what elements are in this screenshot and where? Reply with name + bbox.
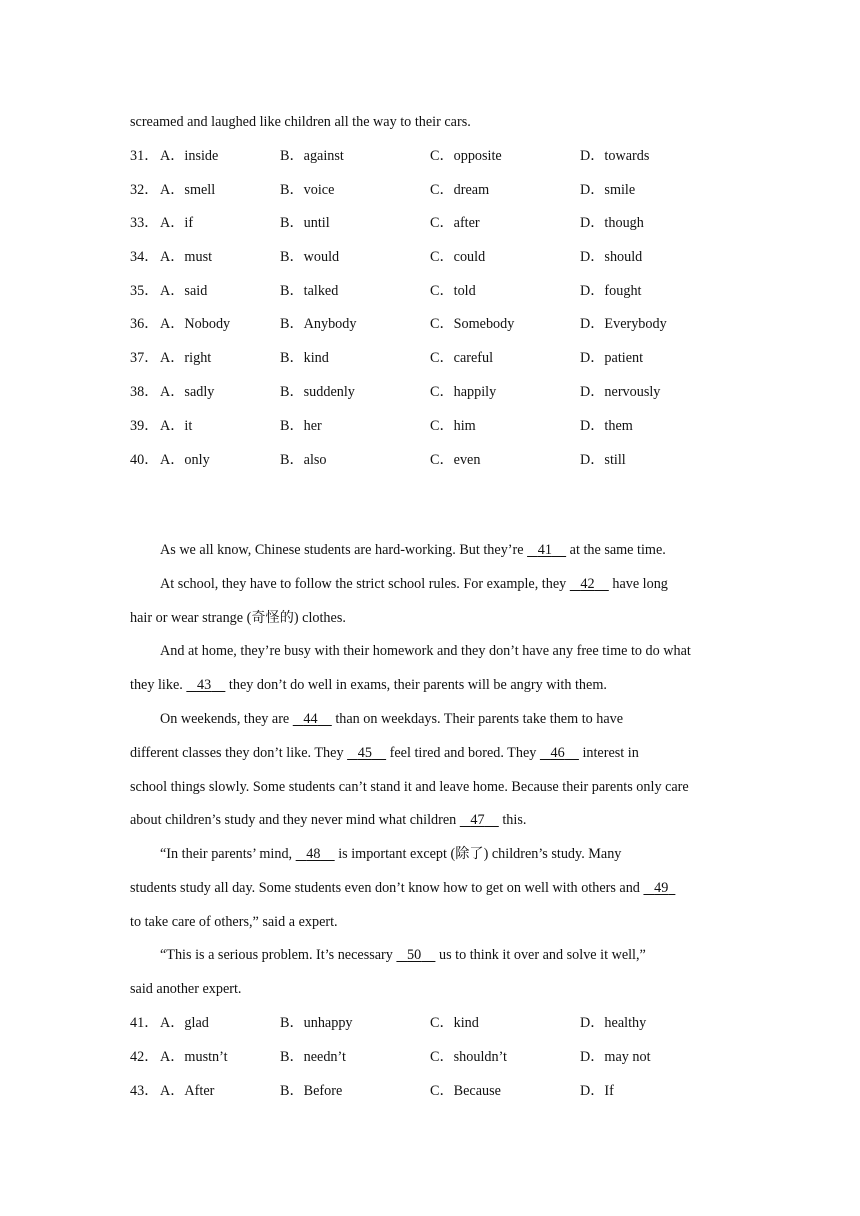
question-row-39 [130, 416, 735, 436]
passage-text: students study all day. Some students even don’t know how to get on well with others and [130, 880, 644, 896]
option-a: A．must [160, 249, 213, 265]
option-a: A．After [160, 1083, 215, 1099]
passage-line [130, 878, 735, 898]
passage-line: And at home, they’re busy with their homework and they don’t have any free time to do what [160, 643, 691, 659]
question-number: 33． [130, 215, 159, 231]
option-d: D．fought [580, 283, 642, 299]
option-d: D．still [580, 452, 626, 468]
passage-text: is important except (除了) children’s study. Many [334, 846, 622, 862]
question-row-43 [130, 1081, 735, 1101]
passage-text: “This is a serious problem. It’s necessary [160, 947, 397, 963]
option-a: A．it [160, 418, 193, 434]
option-c: C．Because [430, 1083, 501, 1099]
option-c: C．careful [430, 350, 494, 366]
option-c: C．happily [430, 384, 497, 400]
question-number: 41． [130, 1015, 159, 1031]
passage-text: different classes they don’t like. They [130, 745, 348, 761]
option-b: B．Before [280, 1083, 343, 1099]
passage-line: to take care of others,” said a expert. [130, 914, 338, 930]
option-b: B．unhappy [280, 1015, 353, 1031]
blank-44: 44 [303, 711, 318, 727]
passage-line [160, 709, 735, 729]
option-b: B．voice [280, 182, 335, 198]
option-b: B．suddenly [280, 384, 355, 400]
passage-line: said another expert. [130, 981, 242, 997]
option-a: A．said [160, 283, 208, 299]
passage-text: they don’t do well in exams, their parents will be angry with them. [225, 677, 607, 693]
blank-41: 41 [537, 542, 552, 558]
passage-line: school things slowly. Some students can’t stand it and leave home. Because their parents only care [130, 779, 689, 795]
blank-50: 50 [407, 947, 422, 963]
question-row-38 [130, 382, 735, 402]
question-number: 39． [130, 418, 159, 434]
option-d: D．smile [580, 182, 636, 198]
option-a: A．if [160, 215, 194, 231]
question-number: 31． [130, 148, 159, 164]
option-b: B．also [280, 452, 327, 468]
option-c: C．told [430, 283, 476, 299]
question-row-37 [130, 348, 735, 368]
blank-45: 45 [357, 745, 372, 761]
option-a: A．inside [160, 148, 219, 164]
passage-text: feel tired and bored. They [386, 745, 540, 761]
question-number: 34． [130, 249, 159, 265]
question-row-40 [130, 450, 735, 470]
option-d: D．nervously [580, 384, 661, 400]
question-number: 36． [130, 316, 159, 332]
passage-line [160, 844, 735, 864]
passage-text: interest in [578, 745, 639, 761]
passage-text: On weekends, they are [160, 711, 293, 727]
question-number: 35． [130, 283, 159, 299]
option-a: A．glad [160, 1015, 209, 1031]
option-c: C．Somebody [430, 316, 515, 332]
passage-text: us to think it over and solve it well,” [435, 947, 646, 963]
passage-text: As we all know, Chinese students are hard-working. But they’re [160, 542, 528, 558]
question-row-32 [130, 180, 735, 200]
passage-line: hair or wear strange (奇怪的) clothes. [130, 610, 346, 626]
option-d: D．healthy [580, 1015, 647, 1031]
option-b: B．until [280, 215, 330, 231]
question-row-36 [130, 314, 735, 334]
question-row-34 [130, 247, 735, 267]
question-number: 38． [130, 384, 159, 400]
option-c: C．opposite [430, 148, 502, 164]
option-b: B．against [280, 148, 344, 164]
option-a: A．smell [160, 182, 216, 198]
passage-text: than on weekdays. Their parents take them to have [331, 711, 624, 727]
option-c: C．him [430, 418, 476, 434]
option-d: D．though [580, 215, 644, 231]
option-c: C．after [430, 215, 480, 231]
passage-text: at the same time. [566, 542, 666, 558]
option-d: D．them [580, 418, 633, 434]
passage-line [160, 540, 735, 560]
option-a: A．mustn’t [160, 1049, 228, 1065]
option-d: D．patient [580, 350, 644, 366]
option-d: D．towards [580, 148, 650, 164]
blank-43: 43 [196, 677, 212, 693]
passage-line [130, 675, 735, 695]
passage-text: have long [608, 576, 668, 592]
question-number: 40． [130, 452, 159, 468]
question-row-41 [130, 1013, 735, 1033]
option-d: D．If [580, 1083, 614, 1099]
passage-line [130, 743, 735, 763]
option-c: C．could [430, 249, 486, 265]
passage-line [160, 574, 735, 594]
passage-text: they like. [130, 677, 187, 693]
question-row-33 [130, 213, 735, 233]
option-d: D．may not [580, 1049, 651, 1065]
option-c: C．dream [430, 182, 490, 198]
option-b: B．would [280, 249, 340, 265]
question-number: 37． [130, 350, 159, 366]
option-a: A．only [160, 452, 210, 468]
option-d: D．should [580, 249, 643, 265]
passage-text: this. [498, 812, 527, 828]
option-b: B．needn’t [280, 1049, 346, 1065]
passage-line [130, 810, 735, 830]
question-number: 32． [130, 182, 159, 198]
question-number: 43． [130, 1083, 159, 1099]
option-c: C．shouldn’t [430, 1049, 507, 1065]
blank-42: 42 [580, 576, 595, 592]
question-number: 42． [130, 1049, 159, 1065]
blank-47: 47 [470, 812, 485, 828]
intro-line: screamed and laughed like children all the way to their cars. [130, 114, 471, 130]
blank-46: 46 [550, 745, 565, 761]
blank-48: 48 [306, 846, 321, 862]
option-b: B．Anybody [280, 316, 357, 332]
passage-text: about children’s study and they never mind what children [130, 812, 460, 828]
blank-49: 49 [654, 880, 669, 896]
option-c: C．kind [430, 1015, 479, 1031]
option-b: B．talked [280, 283, 339, 299]
option-a: A．sadly [160, 384, 215, 400]
question-row-31 [130, 146, 735, 166]
option-b: B．kind [280, 350, 329, 366]
option-a: A．Nobody [160, 316, 231, 332]
passage-line [160, 945, 735, 965]
option-a: A．right [160, 350, 212, 366]
option-c: C．even [430, 452, 481, 468]
option-d: D．Everybody [580, 316, 667, 332]
passage-text: At school, they have to follow the strict school rules. For example, they [160, 576, 570, 592]
passage-text: “In their parents’ mind, [160, 846, 296, 862]
question-row-42 [130, 1047, 735, 1067]
question-row-35 [130, 281, 735, 301]
option-b: B．her [280, 418, 322, 434]
